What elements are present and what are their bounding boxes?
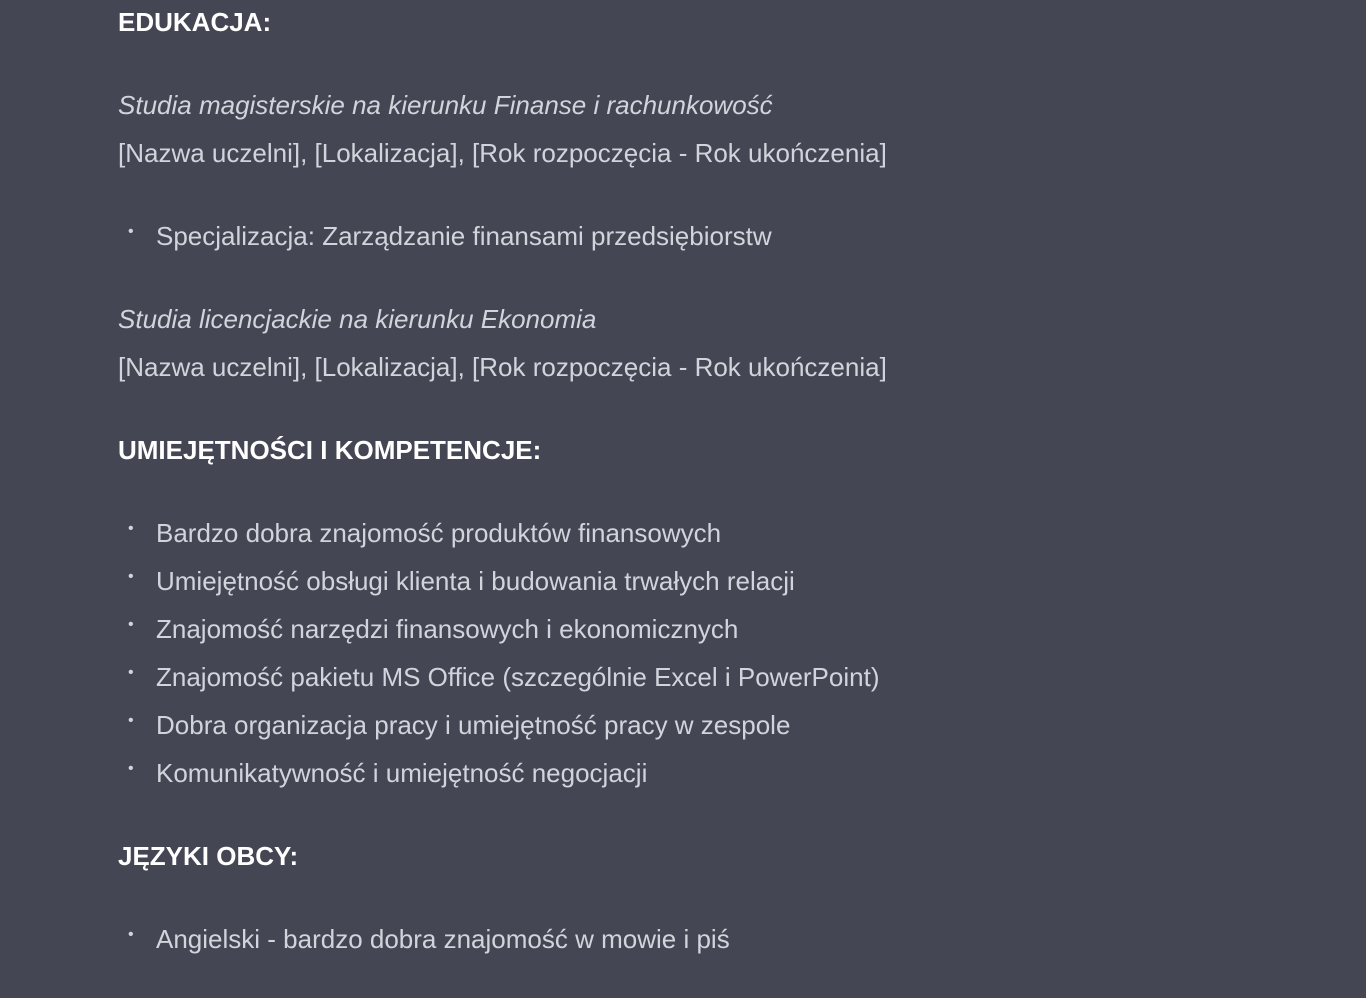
degree-title: Studia licencjackie na kierunku Ekonomia [118,304,597,334]
languages-list [118,915,1218,963]
degree-title: Studia magisterskie na kierunku Finanse i rachunkowość [118,90,773,120]
list-item [118,212,1218,260]
languages-heading: JĘZYKI OBCY: [118,841,299,871]
education-heading: EDUKACJA: [118,7,272,37]
bullet-icon: • [128,223,134,240]
education-entry [118,81,1218,177]
list-item-text: Znajomość narzędzi finansowych i ekonomicznych [156,614,739,644]
degree-details: [Nazwa uczelni], [Lokalizacja], [Rok rozpoczęcia - Rok ukończenia] [118,352,887,382]
list-item-text: Dobra organizacja pracy i umiejętność pracy w zespole [156,710,791,740]
list-item [118,557,1218,605]
list-item-text: Bardzo dobra znajomość produktów finansowych [156,518,722,548]
list-item-text: Znajomość pakietu MS Office (szczególnie Excel i PowerPoint) [156,662,880,692]
education-entry [118,295,1218,391]
bullet-icon: • [128,926,134,943]
list-item [118,509,1218,557]
bullet-icon: • [128,520,134,537]
bullet-icon: • [128,712,134,729]
education-bullets [118,212,1218,260]
list-item [118,605,1218,653]
degree-details: [Nazwa uczelni], [Lokalizacja], [Rok rozpoczęcia - Rok ukończenia] [118,138,887,168]
list-item-text: Umiejętność obsługi klienta i budowania trwałych relacji [156,566,795,596]
bullet-icon: • [128,760,134,777]
list-item-text: Specjalizacja: Zarządzanie finansami przedsiębiorstw [156,221,772,251]
bullet-icon: • [128,664,134,681]
skills-heading: UMIEJĘTNOŚCI I KOMPETENCJE: [118,435,542,465]
chat-response-content [118,0,1218,998]
list-item-text: Komunikatywność i umiejętność negocjacji [156,758,648,788]
list-item-text: Angielski - bardzo dobra znajomość w mowie i piś [156,924,730,954]
skills-list [118,509,1218,797]
list-item [118,653,1218,701]
bullet-icon: • [128,568,134,585]
list-item [118,915,1218,963]
list-item [118,701,1218,749]
list-item [118,749,1218,797]
bullet-icon: • [128,616,134,633]
